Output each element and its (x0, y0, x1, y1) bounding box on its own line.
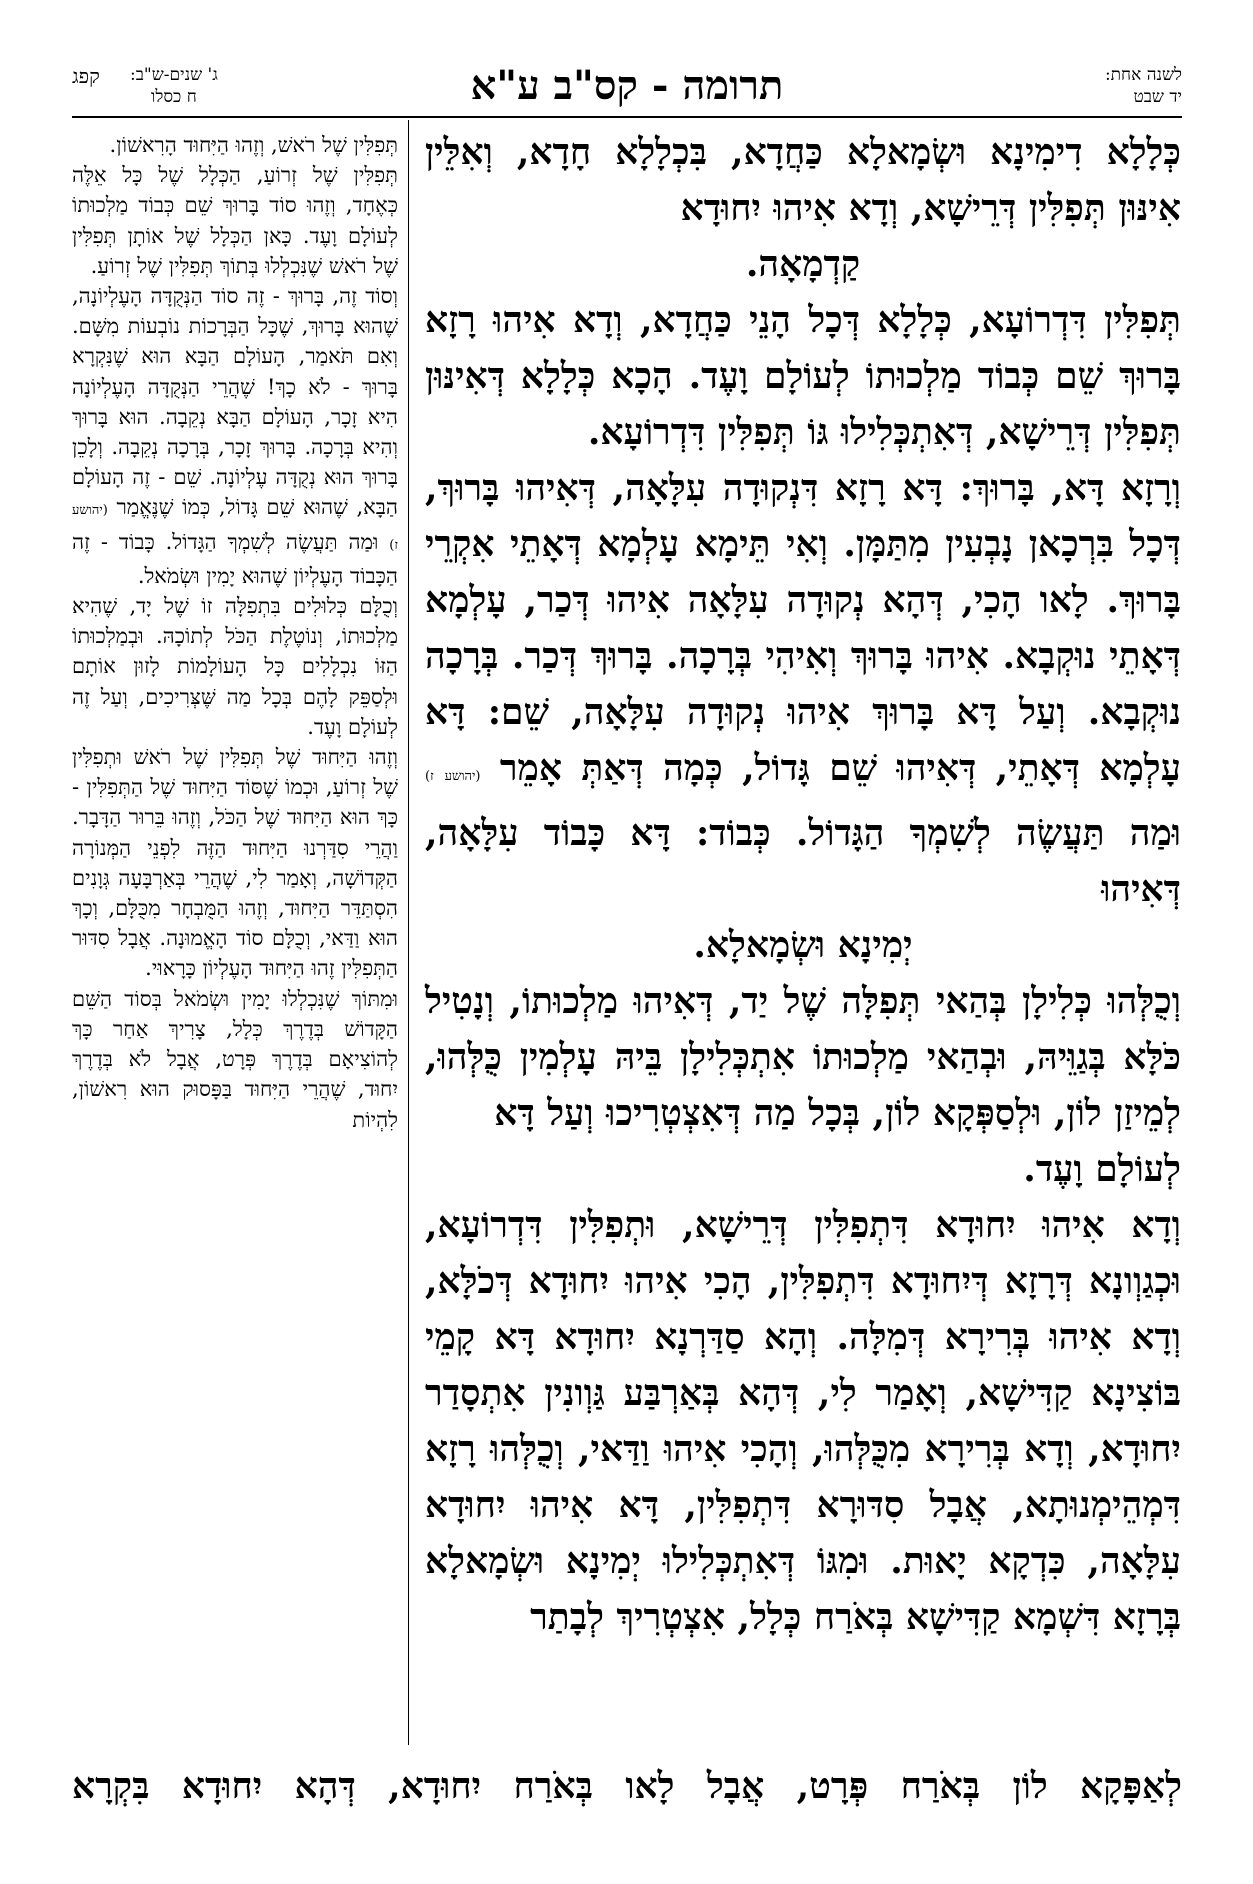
main-paragraph-tail: לְעוֹלָם וָעֶד. (1023, 1148, 1181, 1190)
side-paragraph: תְּפִלִּין שֶׁל זְרוֹעַ, הַכְּלָל שֶׁל כָּל אֵלֶּה כְּאֶחָד, וְזֶהוּ סוֹד בָּרוּךְ שֵׁם כְּבוֹד מַלְכוּתוֹ לְעוֹלָם וָעֶד. כָּאן הַכְּלָל שֶׁל אוֹתָן תְּפִלִּין שֶׁל רֹאשׁ שֶׁנִּכְלְלוּ בְּתוֹךְ תְּפִלִּין שֶׁל זְרוֹעַ. (72, 163, 398, 278)
side-text: וְסוֹד זֶה, בָּרוּךְ - זֶה סוֹד הַנְּקֻדָּה הָעֶלְיוֹנָה, שֶׁהוּא בָּרוּךְ, שֶׁכָּל הַבְּרָכוֹת נוֹבְעוֹת מִשָּׁם. וְאִם תֹּאמַר, הָעוֹלָם הַבָּא הוּא שֶׁנִּקְרָא בָּרוּךְ - לֹא כָךְ! שֶׁהֲרֵי הַנְּקֻדָּה הָעֶלְיוֹנָה הִיא זָכָר, הָעוֹלָם הַבָּא נְקֵבָה. הוּא בָּרוּךְ וְהִיא בְּרָכָה. בָּרוּךְ זָכָר, בְּרָכָה נְקֵבָה. וְלָכֵן בָּרוּךְ הוּא נְקֻדָּה עֶלְיוֹנָה. שֵׁם - זֶה הָעוֹלָם הַבָּא, שֶׁהוּא שֵׁם גָּדוֹל, כְּמוֹ שֶׁנֶּאֱמַר (72, 284, 398, 520)
verse-reference: (יהושע ז) (72, 503, 398, 553)
side-paragraph: וְכֻלָּם כְּלוּלִים בִּתְפִלָּה זוֹ שֶׁל יָד, שֶׁהִיא מַלְכוּתוֹ, וְנוֹטֶלֶת הַכֹּל לְתוֹכָהּ. וּבְמַלְכוּתוֹ הַזּוֹ נִכְלָלִים כָּל הָעוֹלָמוֹת לָזוּן אוֹתָם וּלְסַפֵּק לָהֶם בְּכָל מַה שֶּׁצְּרִיכִים, וְעַל זֶה לְעוֹלָם וָעֶד. (72, 594, 398, 739)
one-year-label: לשנה אחת: (1104, 65, 1182, 85)
three-year-date: ח כסלו (151, 87, 197, 107)
side-paragraph (72, 281, 398, 591)
page-number: קפג (72, 64, 100, 88)
side-paragraph: וּמִתּוֹךְ שֶׁנִּכְלְלוּ יָמִין וּשְׂמֹאל בְּסוֹד הַשֵּׁם הַקָּדוֹשׁ בְּדֶרֶךְ כְּלָל, צָרִיךְ אַחַר כָּךְ לְהוֹצִיאָם בְּדֶרֶךְ פְּרָט, אֲבָל לֹא בְּדֶרֶךְ יִחוּד, שֶׁהֲרֵי הַיִּחוּד בַּפָּסוּק הוּא רִאשׁוֹן, לִהְיוֹת (72, 986, 398, 1132)
main-paragraph-tail: קַדְמָאָה. (745, 243, 861, 285)
three-year-label: ג' שנים-ש"ב: (130, 65, 218, 85)
main-paragraph-tail: יְמִינָא וּשְׂמָאלָא. (693, 924, 913, 966)
main-paragraph: וְכֻלְּהוּ כְּלִילָן בְּהַאי תְּפִלָּה שֶׁל יַד, דְּאִיהוּ מַלְכוּתוֹ, וְנָטִיל כֹּלָּא בְּגַוֵּיהּ, וּבְהַאי מַלְכוּתוֹ אִתְכְּלִילָן בֵּיהּ עָלְמִין כֻּלְּהוּ, לְמֵיזַן לוֹן, וּלְסַפְּקָא לוֹן, בְּכָל מַה דְּאִצְטְרִיכוּ וְעַל דָּא (425, 980, 1181, 1134)
main-text: כְּלָלָא דִימִינָא וּשְׂמָאלָא כַּחֲדָא, בִּכְלָלָא חָדָא, וְאִלֵּין אִינּוּן תְּפִלִּין דְּרֵישָׁא, וְדָא אִיהוּ יִחוּדָא (425, 131, 1181, 229)
verse-reference: (יהושע ז) (425, 769, 481, 784)
main-paragraph: תְּפִלִּין דִּדְרוֹעָא, כְּלָלָא דְּכָל הָנֵי כַּחֲדָא, וְדָא אִיהוּ רָזָא בָּרוּךְ שֵׁם כְּבוֹד מַלְכוּתוֹ לְעוֹלָם וָעֶד. הָכָא כְּלָלָא דְּאִינּוּן תְּפִלִּין דְּרֵישָׁא, דְּאִתְכְּלִילוּ גּוֹ תְּפִלִּין דִּדְרוֹעָא. (425, 299, 1181, 453)
hebrew-translation-column (72, 130, 398, 1135)
side-paragraph: תְּפִלִּין שֶׁל רֹאשׁ, וְזֶהוּ הַיִּחוּד הָרִאשׁוֹן. (109, 133, 398, 157)
three-year-schedule (130, 64, 218, 108)
aramaic-main-column (425, 124, 1181, 1645)
main-paragraph (425, 124, 1181, 236)
main-paragraph (425, 460, 1181, 917)
full-width-last-line: לְאַפָּקָא לוֹן בְּאֹרַח פְּרָט, אֲבָל לָאו בְּאֹרַח יִחוּדָא, דְּהָא יִחוּדָא בִּקְרָא (72, 1765, 1182, 1807)
side-text: וּמַה תַּעֲשֶׂה לְשִׁמְךָ הַגָּדוֹל. כָּבוֹד - זֶה הַכָּבוֹד הָעֶלְיוֹן שֶׁהוּא יָמִין וּשְׂמֹאל. (72, 529, 398, 588)
one-year-date: יד שבט (1133, 87, 1182, 107)
main-text: וְרָזָא דָּא, בָּרוּךְ: דָּא רָזָא דִּנְקוּדָה עִלָּאָה, דְּאִיהוּ בָּרוּךְ, דְּכָל בִּרְכָאן נָבְעִין מִתַּמָּן. וְאִי תֵּימָא עָלְמָא דְּאָתֵי אִקְרֵי בָּרוּךְ. לָאו הָכִי, דְּהָא נְקוּדָה עִלָּאָה אִיהוּ דְּכַר, עָלְמָא דְּאָתֵי נוּקְבָא. אִיהוּ בָּרוּךְ וְאִיהִי בְּרָכָה. בָּרוּךְ דְּכַר. בְּרָכָה נוּקְבָא. וְעַל דָּא בָּרוּךְ אִיהוּ נְקוּדָה עִלָּאָה, שֵׁם: דָּא עָלְמָא דְּאָתֵי, דְּאִיהוּ שֵׁם גָּדוֹל, כְּמָה דְּאַתְּ אָמֵר (425, 467, 1181, 789)
page-header (72, 60, 1182, 116)
main-paragraph: וְדָא אִיהוּ יִחוּדָא דִּתְפִלִּין דְּרֵישָׁא, וּתְפִלִּין דִּדְרוֹעָא, וּכְגַוְונָא דְּרָזָא דְּיִחוּדָא דִּתְפִלִּין, הָכִי אִיהוּ יִחוּדָא דְּכֹלָּא, וְדָא אִיהוּ בְּרִירָא דְּמִלָּה. וְהָא סַדַּרְנָא יִחוּדָא דָּא קָמֵי בּוֹצִינָא קַדִּישָׁא, וְאָמַר לִי, דְּהָא בְּאַרְבַּע גַּוְונִין אִתְסָדַר יִחוּדָא, וְדָא בְּרִירָא מִכֻּלְּהוּ, וְהָכִי אִיהוּ וַדַּאי, וְכֻלְּהוּ רָזָא דִּמְהֵימְנוּתָא, אֲבָל סִדּוּרָא דִּתְפִלִּין, דָּא אִיהוּ יִחוּדָא עִלָּאָה, כִּדְקָא יָאוּת. וּמִגּוֹ דְּאִתְכְּלִילוּ יְמִינָא וּשְׂמָאלָא בְּרָזָא דִּשְׁמָא קַדִּישָׁא בְּאֹרַח כְּלָל, אִצְטְרִיךְ לְבָתַר (425, 1204, 1181, 1638)
side-paragraph: וְזֶהוּ הַיִּחוּד שֶׁל תְּפִלִּין שֶׁל רֹאשׁ וּתְפִלִּין שֶׁל זְרוֹעַ, וּכְמוֹ שֶׁסּוֹד הַיִּחוּד שֶׁל הַתְּפִלִּין - כָּךְ הוּא הַיִּחוּד שֶׁל הַכֹּל, וְזֶהוּ בֵּרוּר הַדָּבָר. וַהֲרֵי סִדַּרְנוּ הַיִּחוּד הַזֶּה לִפְנֵי הַמְּנוֹרָה הַקְּדוֹשָׁה, וְאָמַר לִי, שֶׁהֲרֵי בְּאַרְבָּעָה גְּוָנִים הִסְתַּדֵּר הַיִּחוּד, וְזֶהוּ הַמֻּבְחָר מִכֻּלָּם, וְכָךְ הוּא וַדַּאי, וְכֻלָּם סוֹד הָאֱמוּנָה. אֲבָל סִדּוּר הַתְּפִלִּין זֶהוּ הַיִּחוּד הָעֶלְיוֹן כָּרָאוּי. (72, 745, 398, 981)
header-rule (72, 116, 1182, 118)
page-title: תרומה - קס"ב ע"א (470, 62, 784, 109)
column-divider (408, 120, 409, 1745)
main-text: וּמַה תַּעֲשֶׂה לְשִׁמְךָ הַגָּדוֹל. כְּבוֹד: דָּא כָּבוֹד עִלָּאָה, דְּאִיהוּ (425, 812, 1181, 910)
